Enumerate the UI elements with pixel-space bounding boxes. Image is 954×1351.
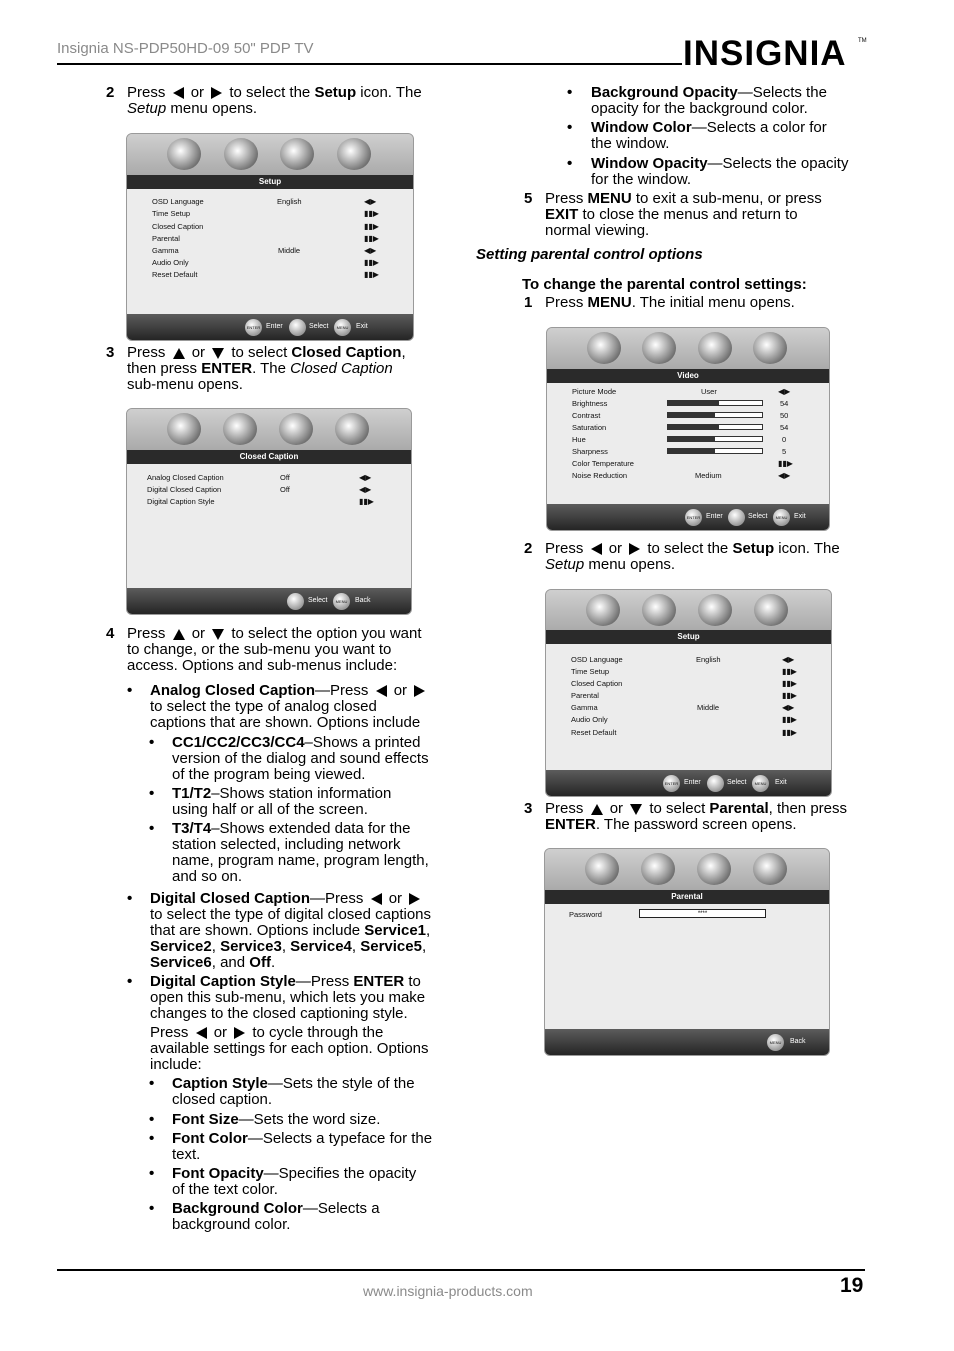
bullet: • <box>127 890 133 907</box>
submenu-arrow-icon: ▮▮▶ <box>364 209 379 218</box>
left-right-arrows-icon: ◀▶ <box>359 473 372 482</box>
bullet-window-opacity: Window Opacity—Selects the opacity for the window. <box>591 155 849 188</box>
menu-row-label: Digital Closed Caption <box>147 485 222 494</box>
menu-row-label: Reset Default <box>152 270 198 279</box>
menu-row-value: Medium <box>695 471 722 480</box>
picture-icon <box>167 413 201 445</box>
menu-row-label: Time Setup <box>571 667 610 676</box>
setup-icon <box>754 594 788 626</box>
setup-icon <box>337 138 371 170</box>
submenu-arrow-icon: ▮▮▶ <box>364 270 379 279</box>
channel-icon <box>280 138 314 170</box>
step-number: 3 <box>106 344 115 361</box>
left-arrow-icon <box>173 87 184 99</box>
parental-step-3-text: Press or to select Parental, then press ENTER. The password screen opens. <box>545 800 848 833</box>
menu-button-icon: MENU <box>773 509 790 526</box>
menu-row-value: 50 <box>780 411 789 420</box>
step-number: 3 <box>524 800 533 817</box>
menu-icon-bar <box>127 409 411 451</box>
setup-icon <box>753 853 787 885</box>
bullet: • <box>149 1111 155 1128</box>
menu-title: Parental <box>545 890 829 904</box>
audio-icon <box>642 594 676 626</box>
header-rule <box>57 63 682 65</box>
submenu-arrow-icon: ▮▮▶ <box>364 222 379 231</box>
left-arrow-icon <box>376 685 387 697</box>
submenu-arrow-icon: ▮▮▶ <box>782 728 797 737</box>
left-right-arrows-icon: ◀▶ <box>364 246 377 255</box>
audio-icon <box>223 413 257 445</box>
setup-icon <box>753 332 787 364</box>
menu-row-value: Middle <box>697 703 720 712</box>
menu-footer: Select MENU Back <box>127 588 411 614</box>
menu-row-label: Closed Caption <box>152 222 204 231</box>
audio-icon <box>641 853 675 885</box>
dpad-icon <box>728 509 745 526</box>
step-5-text: Press MENU to exit a sub-menu, or press EXIT to close the menus and return to normal viewing. <box>545 190 822 239</box>
menu-footer: ENTER Enter Select MENU Exit <box>546 770 831 796</box>
channel-icon <box>698 594 732 626</box>
dpad-icon <box>289 319 306 336</box>
section-heading: Setting parental control options <box>476 246 703 263</box>
level-bar <box>667 424 763 430</box>
channel-icon <box>279 413 313 445</box>
menu-row-label: Gamma <box>571 703 598 712</box>
menu-icon-bar <box>547 328 829 370</box>
menu-icon-bar <box>546 590 831 632</box>
bullet-digital-caption-style: Digital Caption Style—Press ENTER to open this sub-menu, which lets you make changes to the closed captioning style. <box>150 973 426 1022</box>
video-menu-screenshot <box>546 327 830 531</box>
step-number: 2 <box>106 84 115 101</box>
bullet-analog-closed-caption: Analog Closed Caption—Press or to select the type of analog closed captions that are shown. Options include <box>150 683 428 731</box>
right-arrow-icon <box>409 893 420 905</box>
bullet-t1-t2: T1/T2–Shows station information using half or all of the screen. <box>172 785 392 818</box>
menu-row-value: Off <box>280 473 290 482</box>
submenu-arrow-icon: ▮▮▶ <box>782 715 797 724</box>
footer-rule <box>57 1269 865 1271</box>
menu-row-label: Audio Only <box>571 715 608 724</box>
enter-button-icon: ENTER <box>685 509 702 526</box>
menu-title: Video <box>547 369 829 383</box>
bullet: • <box>149 785 155 802</box>
left-arrow-icon <box>196 1027 207 1039</box>
menu-icon-bar <box>127 134 413 176</box>
menu-row-label: Digital Caption Style <box>147 497 215 506</box>
audio-icon <box>224 138 258 170</box>
bullet-cc1-cc4: CC1/CC2/CC3/CC4–Shows a printed version of the dialog and sound effects of the program being viewed. <box>172 734 429 783</box>
parental-step-2-text: Press or to select the Setup icon. The Setup menu opens. <box>545 540 840 573</box>
setup-menu-screenshot-2 <box>545 589 832 797</box>
bullet: • <box>149 1130 155 1147</box>
bullet-font-opacity: Font Opacity—Specifies the opacity of the text color. <box>172 1165 417 1198</box>
left-right-arrows-icon: ◀▶ <box>778 471 791 480</box>
up-arrow-icon <box>591 804 603 815</box>
submenu-arrow-icon: ▮▮▶ <box>782 691 797 700</box>
footer-url: www.insignia-products.com <box>363 1283 533 1299</box>
menu-title: Setup <box>127 175 413 189</box>
picture-icon <box>586 594 620 626</box>
left-arrow-icon <box>371 893 382 905</box>
menu-row-label: OSD Language <box>571 655 623 664</box>
level-bar <box>667 412 763 418</box>
channel-icon <box>697 853 731 885</box>
menu-row-value: 54 <box>780 423 789 432</box>
step-number: 5 <box>524 190 533 207</box>
submenu-arrow-icon: ▮▮▶ <box>364 234 379 243</box>
bullet: • <box>149 734 155 751</box>
step-number: 1 <box>524 294 533 311</box>
menu-button-icon: MENU <box>752 775 769 792</box>
up-arrow-icon <box>173 348 185 359</box>
bullet: • <box>567 155 573 172</box>
menu-row-value: 5 <box>782 447 787 456</box>
menu-button-icon: MENU <box>334 319 351 336</box>
enter-button-icon: ENTER <box>663 775 680 792</box>
menu-icon-bar <box>545 849 829 891</box>
menu-title: Setup <box>546 630 831 644</box>
step-number: 2 <box>524 540 533 557</box>
menu-row-label: Hue <box>572 435 586 444</box>
bullet: • <box>127 682 133 699</box>
submenu-arrow-icon: ▮▮▶ <box>782 667 797 676</box>
submenu-arrow-icon: ▮▮▶ <box>778 459 793 468</box>
down-arrow-icon <box>212 348 224 359</box>
submenu-arrow-icon: ▮▮▶ <box>782 679 797 688</box>
channel-icon <box>698 332 732 364</box>
audio-icon <box>642 332 676 364</box>
left-right-arrows-icon: ◀▶ <box>778 387 791 396</box>
menu-row-label: Analog Closed Caption <box>147 473 224 482</box>
menu-row-label: Saturation <box>572 423 607 432</box>
bullet: • <box>567 84 573 101</box>
subheading: To change the parental control settings: <box>522 276 807 293</box>
menu-row-label: Picture Mode <box>572 387 617 396</box>
enter-button-icon: ENTER <box>245 319 262 336</box>
left-right-arrows-icon: ◀▶ <box>359 485 372 494</box>
menu-footer: ENTER Enter Select MENU Exit <box>127 314 413 340</box>
menu-footer: ENTER Enter Select MENU Exit <box>547 504 829 530</box>
left-right-arrows-icon: ◀▶ <box>782 703 795 712</box>
picture-icon <box>587 332 621 364</box>
level-bar <box>667 400 763 406</box>
right-arrow-icon <box>414 685 425 697</box>
bullet: • <box>567 119 573 136</box>
left-arrow-icon <box>591 543 602 555</box>
down-arrow-icon <box>630 804 642 815</box>
right-arrow-icon <box>211 87 222 99</box>
submenu-arrow-icon: ▮▮▶ <box>364 258 379 267</box>
menu-button-icon: MENU <box>767 1034 784 1051</box>
parental-menu-screenshot <box>544 848 830 1056</box>
bullet: • <box>127 973 133 990</box>
closed-caption-menu-screenshot <box>126 408 412 615</box>
menu-row-label: Gamma <box>152 246 179 255</box>
menu-row-label: Parental <box>152 234 180 243</box>
menu-footer: MENU Back <box>545 1029 829 1055</box>
step-3-text: Press or to select Closed Caption, then press ENTER. The Closed Caption sub-menu opens. <box>127 344 406 393</box>
menu-row-value: User <box>701 387 717 396</box>
setup-icon <box>335 413 369 445</box>
bullet: • <box>149 1200 155 1217</box>
bullet: • <box>149 1075 155 1092</box>
menu-row-label: Sharpness <box>572 447 608 456</box>
page-number: 19 <box>840 1274 864 1297</box>
insignia-logo: INSIGNIA <box>683 34 847 73</box>
menu-row-label: Reset Default <box>571 728 617 737</box>
level-bar <box>667 448 763 454</box>
down-arrow-icon <box>212 629 224 640</box>
step-number: 4 <box>106 625 115 642</box>
setup-menu-screenshot <box>126 133 414 341</box>
menu-row-label: OSD Language <box>152 197 204 206</box>
bullet-background-opacity: Background Opacity—Selects the opacity for the background color. <box>591 84 827 117</box>
bullet-caption-style: Caption Style—Sets the style of the closed caption. <box>172 1075 415 1108</box>
menu-row-label: Closed Caption <box>571 679 623 688</box>
menu-title: Closed Caption <box>127 450 411 464</box>
bullet-digital-closed-caption: Digital Closed Caption—Press or to select the type of digital closed captions that are shown. Options include Service1, Service2, Service3, Service4, Service5, Service6, and Off. <box>150 890 432 971</box>
bullet-background-color: Background Color—Selects a background color. <box>172 1200 380 1233</box>
menu-row-label: Contrast <box>572 411 601 420</box>
logo-trademark: TM <box>858 38 867 44</box>
menu-row-label: Color Temperature <box>572 459 634 468</box>
menu-row-label: Parental <box>571 691 599 700</box>
caption-style-instructions: Press or to cycle through the available settings for each option. Options include: <box>150 1024 429 1073</box>
menu-row-value: Off <box>280 485 290 494</box>
parental-step-1-text: Press MENU. The initial menu opens. <box>545 294 795 311</box>
menu-row-value: Middle <box>278 246 301 255</box>
menu-row-label: Brightness <box>572 399 608 408</box>
level-bar <box>667 436 763 442</box>
menu-row-value: 54 <box>780 399 789 408</box>
page-header-title: Insignia NS-PDP50HD-09 50" PDP TV <box>57 40 314 57</box>
up-arrow-icon <box>173 629 185 640</box>
password-field: **** <box>639 909 766 918</box>
bullet-t3-t4: T3/T4–Shows extended data for the station selected, including network name, program name, program length, and so on. <box>172 820 429 885</box>
left-right-arrows-icon: ◀▶ <box>364 197 377 206</box>
menu-button-icon: MENU <box>333 593 350 610</box>
password-label: Password <box>569 910 602 919</box>
step-2-text: Press or to select the Setup icon. The Setup menu opens. <box>127 84 422 117</box>
bullet-window-color: Window Color—Selects a color for the window. <box>591 119 827 152</box>
bullet-font-size: Font Size—Sets the word size. <box>172 1111 381 1128</box>
menu-row-label: Time Setup <box>152 209 191 218</box>
dpad-icon <box>287 593 304 610</box>
menu-row-label: Audio Only <box>152 258 189 267</box>
menu-row-value: English <box>696 655 721 664</box>
left-right-arrows-icon: ◀▶ <box>782 655 795 664</box>
bullet: • <box>149 1165 155 1182</box>
right-arrow-icon <box>629 543 640 555</box>
menu-row-value: English <box>277 197 302 206</box>
bullet: • <box>149 820 155 837</box>
picture-icon <box>167 138 201 170</box>
dpad-icon <box>707 775 724 792</box>
step-4-text: Press or to select the option you want to change, or the sub-menu you want to access. Options and sub-menus include: <box>127 625 422 674</box>
menu-row-value: 0 <box>782 435 787 444</box>
submenu-arrow-icon: ▮▮▶ <box>359 497 374 506</box>
picture-icon <box>585 853 619 885</box>
bullet-font-color: Font Color—Selects a typeface for the text. <box>172 1130 433 1163</box>
right-arrow-icon <box>234 1027 245 1039</box>
menu-row-label: Noise Reduction <box>572 471 628 480</box>
